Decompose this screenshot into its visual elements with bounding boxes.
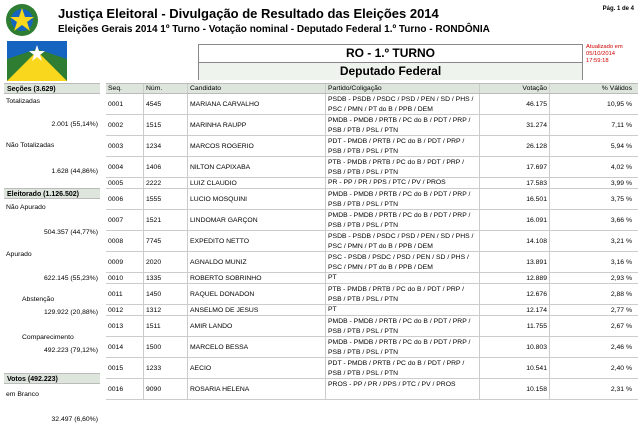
cell-votes: 10.803: [480, 337, 550, 357]
cell-pct: 3,99 %: [610, 179, 632, 187]
cell-votes: 10.158: [480, 379, 550, 399]
header-seq: Seq.: [106, 84, 144, 93]
table-row: [106, 136, 638, 157]
result-panel-header: [198, 44, 583, 80]
cell-pct: 2,40 %: [610, 364, 632, 372]
results-table: [106, 83, 638, 400]
cell-candidate: MARIANA CARVALHO: [188, 94, 326, 114]
cell-party: PSC - PSDB / PSDC / PSD / PEN / SD / PHS / PSC / PMN / PT do B / PPB / DEM: [326, 252, 480, 272]
votos-heading: Votos (492.223): [4, 373, 100, 384]
cell-candidate: AMIR LANDO: [188, 316, 326, 336]
cell-votes: 17.583: [480, 178, 550, 188]
cell-candidate: MARINHA RAUPP: [188, 115, 326, 135]
cell-pct: 2,31 %: [610, 385, 632, 393]
cell-candidate: MARCELO BESSA: [188, 337, 326, 357]
cell-num: 1335: [144, 273, 188, 283]
cell-pct: 3,75 %: [610, 195, 632, 203]
cell-num: 4545: [144, 94, 188, 114]
cell-pct: 2,88 %: [610, 290, 632, 298]
cell-num: 7745: [144, 231, 188, 251]
table-row: [106, 252, 638, 273]
cell-candidate: RAQUEL DONADON: [188, 284, 326, 304]
cell-pct: 3,16 %: [610, 258, 632, 266]
rondonia-flag-icon: [7, 41, 67, 81]
cell-seq: 0009: [106, 252, 144, 272]
cell-party: PSDB - PSDB / PSDC / PSD / PEN / SD / PHS / PSC / PMN / PT do B / PPB / DEM: [326, 94, 480, 114]
cell-party: PSDB - PSDB / PSDC / PSD / PEN / SD / PHS / PSC / PMN / PT do B / PPB / DEM: [326, 231, 480, 251]
cell-party: PT: [326, 273, 480, 283]
summary-sidebar: [4, 83, 100, 439]
cell-pct: 3,66 %: [610, 216, 632, 224]
table-row: [106, 284, 638, 305]
cell-num: 1450: [144, 284, 188, 304]
table-row: [106, 337, 638, 358]
cell-num: 9090: [144, 379, 188, 399]
page-number: Pág. 1 de 4: [602, 6, 634, 12]
cell-num: 1312: [144, 305, 188, 315]
cell-votes: 16.501: [480, 189, 550, 209]
table-row: [106, 189, 638, 210]
cell-num: 1511: [144, 316, 188, 336]
totalizadas-label: Totalizadas: [6, 98, 41, 105]
cell-num: 1515: [144, 115, 188, 135]
cell-party: PMDB - PMDB / PRTB / PC do B / PDT / PRP / PSB / PTB / PSL / PTN: [326, 210, 480, 230]
header-party: Partido/Coligação: [326, 84, 480, 93]
cell-seq: 0011: [106, 284, 144, 304]
secoes-heading: Seções (3.629): [4, 83, 100, 94]
comparecimento-value: 492.223 (79,12%): [43, 347, 98, 354]
cell-party: PT: [326, 305, 480, 315]
cell-candidate: AECIO: [188, 358, 326, 378]
nao-apurado-label: Não Apurado: [6, 204, 46, 211]
table-row: [106, 305, 638, 316]
branco-label: em Branco: [6, 391, 39, 398]
cell-num: 2020: [144, 252, 188, 272]
header-candidate: Candidato: [188, 84, 326, 93]
cell-num: 1500: [144, 337, 188, 357]
abstencao-value: 129.922 (20,88%): [43, 309, 98, 316]
cell-seq: 0016: [106, 379, 144, 399]
cell-votes: 11.755: [480, 316, 550, 336]
table-row: [106, 157, 638, 178]
table-row: [106, 231, 638, 252]
cell-candidate: LUCIO MOSQUINI: [188, 189, 326, 209]
page-header: [0, 0, 640, 40]
cell-num: 1234: [144, 136, 188, 156]
cell-pct: 10,95 %: [607, 100, 632, 108]
cell-party: PR - PP / PR / PPS / PTC / PV / PROS: [326, 178, 480, 188]
cell-votes: 46.175: [480, 94, 550, 114]
updated-timestamp: Atualizado em 05/10/2014 17:59:18: [586, 44, 623, 64]
comparecimento-label: Comparecimento: [22, 334, 74, 341]
cell-votes: 16.091: [480, 210, 550, 230]
nao-totalizadas-value: 1.628 (44,86%): [51, 168, 98, 175]
branco-value: 32.497 (6,60%): [51, 416, 98, 423]
cell-votes: 17.697: [480, 157, 550, 177]
cell-candidate: ROSARIA HELENA: [188, 379, 326, 399]
coat-of-arms-icon: [4, 2, 40, 38]
totalizadas-value: 2.001 (55,14%): [51, 121, 98, 128]
header-votes: Votação: [480, 84, 550, 93]
cell-seq: 0010: [106, 273, 144, 283]
cell-seq: 0005: [106, 178, 144, 188]
cell-pct: 2,67 %: [610, 322, 632, 330]
page-subtitle: Eleições Gerais 2014 1º Turno - Votação nominal - Deputado Federal 1.º Turno - RONDÔNIA: [58, 24, 490, 35]
table-row: [106, 178, 638, 189]
page-title: Justiça Eleitoral - Divulgação de Resultado das Eleições 2014: [58, 6, 439, 21]
cell-pct: 4,02 %: [610, 163, 632, 171]
cell-votes: 12.889: [480, 273, 550, 283]
cell-seq: 0007: [106, 210, 144, 230]
cell-seq: 0001: [106, 94, 144, 114]
abstencao-label: Abstenção: [22, 296, 55, 303]
table-row: [106, 379, 638, 400]
cell-num: 2222: [144, 178, 188, 188]
cell-seq: 0012: [106, 305, 144, 315]
cell-party: PMDB - PMDB / PRTB / PC do B / PDT / PRP / PSB / PTB / PSL / PTN: [326, 316, 480, 336]
cell-candidate: MARCOS ROGERIO: [188, 136, 326, 156]
cell-candidate: LUIZ CLAUDIO: [188, 178, 326, 188]
cell-candidate: EXPEDITO NETTO: [188, 231, 326, 251]
table-row: [106, 316, 638, 337]
cell-seq: 0004: [106, 157, 144, 177]
turn-title: RO - 1.º TURNO: [199, 45, 582, 63]
cell-num: 1521: [144, 210, 188, 230]
table-row: [106, 94, 638, 115]
cell-seq: 0015: [106, 358, 144, 378]
cell-pct: 2,46 %: [610, 343, 632, 351]
office-title: Deputado Federal: [199, 63, 582, 80]
table-header: [106, 83, 638, 94]
cell-party: PDT - PMDB / PRTB / PC do B / PDT / PRP / PSB / PTB / PSL / PTN: [326, 136, 480, 156]
cell-votes: 26.128: [480, 136, 550, 156]
cell-party: PROS - PP / PR / PPS / PTC / PV / PROS: [326, 379, 480, 399]
cell-candidate: LINDOMAR GARÇON: [188, 210, 326, 230]
cell-candidate: AGNALDO MUNIZ: [188, 252, 326, 272]
cell-pct: 3,21 %: [610, 237, 632, 245]
cell-candidate: NILTON CAPIXABA: [188, 157, 326, 177]
cell-seq: 0003: [106, 136, 144, 156]
cell-candidate: ANSELMO DE JESUS: [188, 305, 326, 315]
table-row: [106, 115, 638, 136]
cell-pct: 7,11 %: [611, 121, 632, 129]
cell-candidate: ROBERTO SOBRINHO: [188, 273, 326, 283]
cell-seq: 0002: [106, 115, 144, 135]
cell-party: PMDB - PMDB / PRTB / PC do B / PDT / PRP / PSB / PTB / PSL / PTN: [326, 115, 480, 135]
cell-party: PMDB - PMDB / PRTB / PC do B / PDT / PRP / PSB / PTB / PSL / PTN: [326, 189, 480, 209]
apurado-label: Apurado: [6, 251, 32, 258]
cell-seq: 0014: [106, 337, 144, 357]
cell-num: 1406: [144, 157, 188, 177]
cell-seq: 0008: [106, 231, 144, 251]
cell-num: 1233: [144, 358, 188, 378]
apurado-value: 622.145 (55,23%): [43, 275, 98, 282]
table-row: [106, 273, 638, 284]
cell-votes: 10.541: [480, 358, 550, 378]
cell-votes: 31.274: [480, 115, 550, 135]
cell-votes: 13.891: [480, 252, 550, 272]
cell-party: PMDB - PMDB / PRTB / PC do B / PDT / PRP / PSB / PTB / PSL / PTN: [326, 337, 480, 357]
table-row: [106, 358, 638, 379]
cell-num: 1555: [144, 189, 188, 209]
cell-pct: 5,94 %: [610, 142, 632, 150]
table-body: [106, 94, 638, 400]
cell-seq: 0013: [106, 316, 144, 336]
cell-votes: 14.108: [480, 231, 550, 251]
header-num: Núm.: [144, 84, 188, 93]
cell-party: PDT - PMDB / PRTB / PC do B / PDT / PRP / PSB / PTB / PSL / PTN: [326, 358, 480, 378]
header-pct: % Válidos: [601, 85, 632, 92]
cell-pct: 2,77 %: [610, 306, 632, 314]
cell-seq: 0006: [106, 189, 144, 209]
eleitorado-heading: Eleitorado (1.126.502): [4, 188, 100, 199]
cell-party: PTB - PMDB / PRTB / PC do B / PDT / PRP / PSB / PTB / PSL / PTN: [326, 284, 480, 304]
cell-votes: 12.174: [480, 305, 550, 315]
cell-votes: 12.676: [480, 284, 550, 304]
cell-pct: 2,93 %: [610, 274, 632, 282]
table-row: [106, 210, 638, 231]
cell-party: PTB - PMDB / PRTB / PC do B / PDT / PRP / PSB / PTB / PSL / PTN: [326, 157, 480, 177]
nao-totalizadas-label: Não Totalizadas: [6, 142, 55, 149]
nao-apurado-value: 504.357 (44,77%): [43, 229, 98, 236]
